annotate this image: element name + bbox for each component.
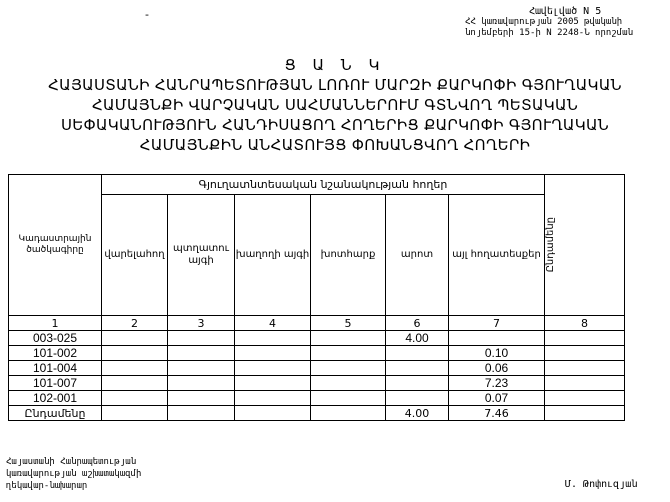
header-pasture: արոտ (386, 195, 449, 316)
column-number: 3 (168, 316, 235, 331)
header-orchard: պտղատու այգի (168, 195, 235, 316)
table-cell (545, 406, 625, 421)
table-cell: 0.07 (449, 391, 545, 406)
document-title (20, 55, 650, 155)
table-cell (168, 391, 235, 406)
appendix-line-2: ՀՀ կառավարության 2005 թվականի (465, 17, 623, 27)
table-cell: 4.00 (386, 331, 449, 346)
table-cell (386, 376, 449, 391)
table-cell (235, 361, 311, 376)
table-cell (102, 376, 168, 391)
signatory-line-1: Հայաստանի Հանրապետության (6, 457, 137, 467)
header-arable: վարելահող (102, 195, 168, 316)
table-cell (102, 406, 168, 421)
header-agricultural-group: Գյուղատնտեսական նշանակության հողեր (102, 175, 545, 195)
header-total (545, 175, 625, 316)
land-table (8, 174, 625, 421)
table-cell (311, 391, 386, 406)
signatory-name: Մ. Թոփուզյան (565, 479, 638, 490)
cadastral-code-cell: 101-007 (9, 376, 102, 391)
table-cell (235, 376, 311, 391)
table-cell (168, 331, 235, 346)
table-row (9, 391, 625, 406)
column-number: 1 (9, 316, 102, 331)
cadastral-code-cell: 101-004 (9, 361, 102, 376)
table-cell (386, 361, 449, 376)
table-cell (545, 376, 625, 391)
table-row (9, 346, 625, 361)
table-cell (168, 361, 235, 376)
table-cell (102, 331, 168, 346)
table-cell (235, 406, 311, 421)
table-cell (235, 346, 311, 361)
column-number-row (9, 316, 625, 331)
signatory-line-3: ղեկավար-նախարար (6, 481, 88, 491)
table-cell (311, 361, 386, 376)
stray-mark: - (145, 8, 149, 21)
table-cell (168, 346, 235, 361)
appendix-note (465, 6, 655, 39)
table-row (9, 376, 625, 391)
header-vineyard: խաղողի այգի (235, 195, 311, 316)
table-cell (449, 331, 545, 346)
table-cell (102, 391, 168, 406)
column-number: 5 (311, 316, 386, 331)
cadastral-code-cell: 003-025 (9, 331, 102, 346)
table-cell (386, 346, 449, 361)
header-hayfield: խոտհարք (311, 195, 386, 316)
table-cell (311, 406, 386, 421)
table-row (9, 361, 625, 376)
table-row (9, 331, 625, 346)
column-number: 7 (449, 316, 545, 331)
column-number: 6 (386, 316, 449, 331)
table-cell (311, 331, 386, 346)
column-number: 8 (545, 316, 625, 331)
column-number: 2 (102, 316, 168, 331)
title-line-4: ՀԱՄԱՅՆՔԻՆ ԱՆՀԱՏՈՒՅՑ ՓՈԽԱՆՑՎՈՂ ՀՈՂԵՐԻ (139, 136, 531, 154)
column-number: 4 (235, 316, 311, 331)
table-cell (102, 361, 168, 376)
header-cadastral-code: Կադաստրային ծածկագիրը (9, 175, 102, 316)
table-cell (235, 391, 311, 406)
table-cell (386, 391, 449, 406)
table-cell (545, 361, 625, 376)
header-total-label: Ընդամենը (545, 217, 556, 273)
title-line-0: Ց Ա Ն Կ (284, 56, 386, 74)
table-cell (311, 346, 386, 361)
total-row (9, 406, 625, 421)
table-cell: 7.23 (449, 376, 545, 391)
total-label: Ընդամենը (9, 406, 102, 421)
header-other-lands: այլ հողատեսքեր (449, 195, 545, 316)
total-pasture: 4.00 (386, 406, 449, 421)
signatory-title (6, 456, 141, 492)
title-line-3: ՍԵՓԱԿԱՆՈՒԹՅՈՒՆ ՀԱՆԴԻՍԱՑՈՂ ՀՈՂԵՐԻՑ ՔԱՐԿՈՓԻ ԳՅՈՒՂԱԿԱՆ (60, 116, 610, 134)
table-cell: 0.10 (449, 346, 545, 361)
table-cell (102, 346, 168, 361)
title-line-1: ՀԱՅԱՍՏԱՆԻ ՀԱՆՐԱՊԵՏՈՒԹՅԱՆ ԼՈՌՈՒ ՄԱՐԶԻ ՔԱՐԿՈՓԻ ԳՅՈՒՂԱԿԱՆ (48, 76, 622, 94)
table-cell (545, 346, 625, 361)
table-cell (311, 376, 386, 391)
table-cell (235, 331, 311, 346)
table-cell (545, 391, 625, 406)
table-cell (545, 331, 625, 346)
table-cell (168, 376, 235, 391)
title-line-2: ՀԱՄԱՅՆՔԻ ՎԱՐՉԱԿԱՆ ՍԱՀՄԱՆՆԵՐՈՒՄ ԳՏՆՎՈՂ ՊԵՏԱԿԱՆ (91, 96, 579, 114)
signatory-line-2: կառավարության աշխատակազմի (6, 469, 142, 479)
table-cell (168, 406, 235, 421)
cadastral-code-cell: 101-002 (9, 346, 102, 361)
appendix-line-1: Հավելված N 5 (529, 6, 602, 17)
appendix-line-3: նոյեմբերի 15-ի N 2248-Ն որոշման (465, 28, 633, 38)
total-other-lands: 7.46 (449, 406, 545, 421)
cadastral-code-cell: 102-001 (9, 391, 102, 406)
table-cell: 0.06 (449, 361, 545, 376)
